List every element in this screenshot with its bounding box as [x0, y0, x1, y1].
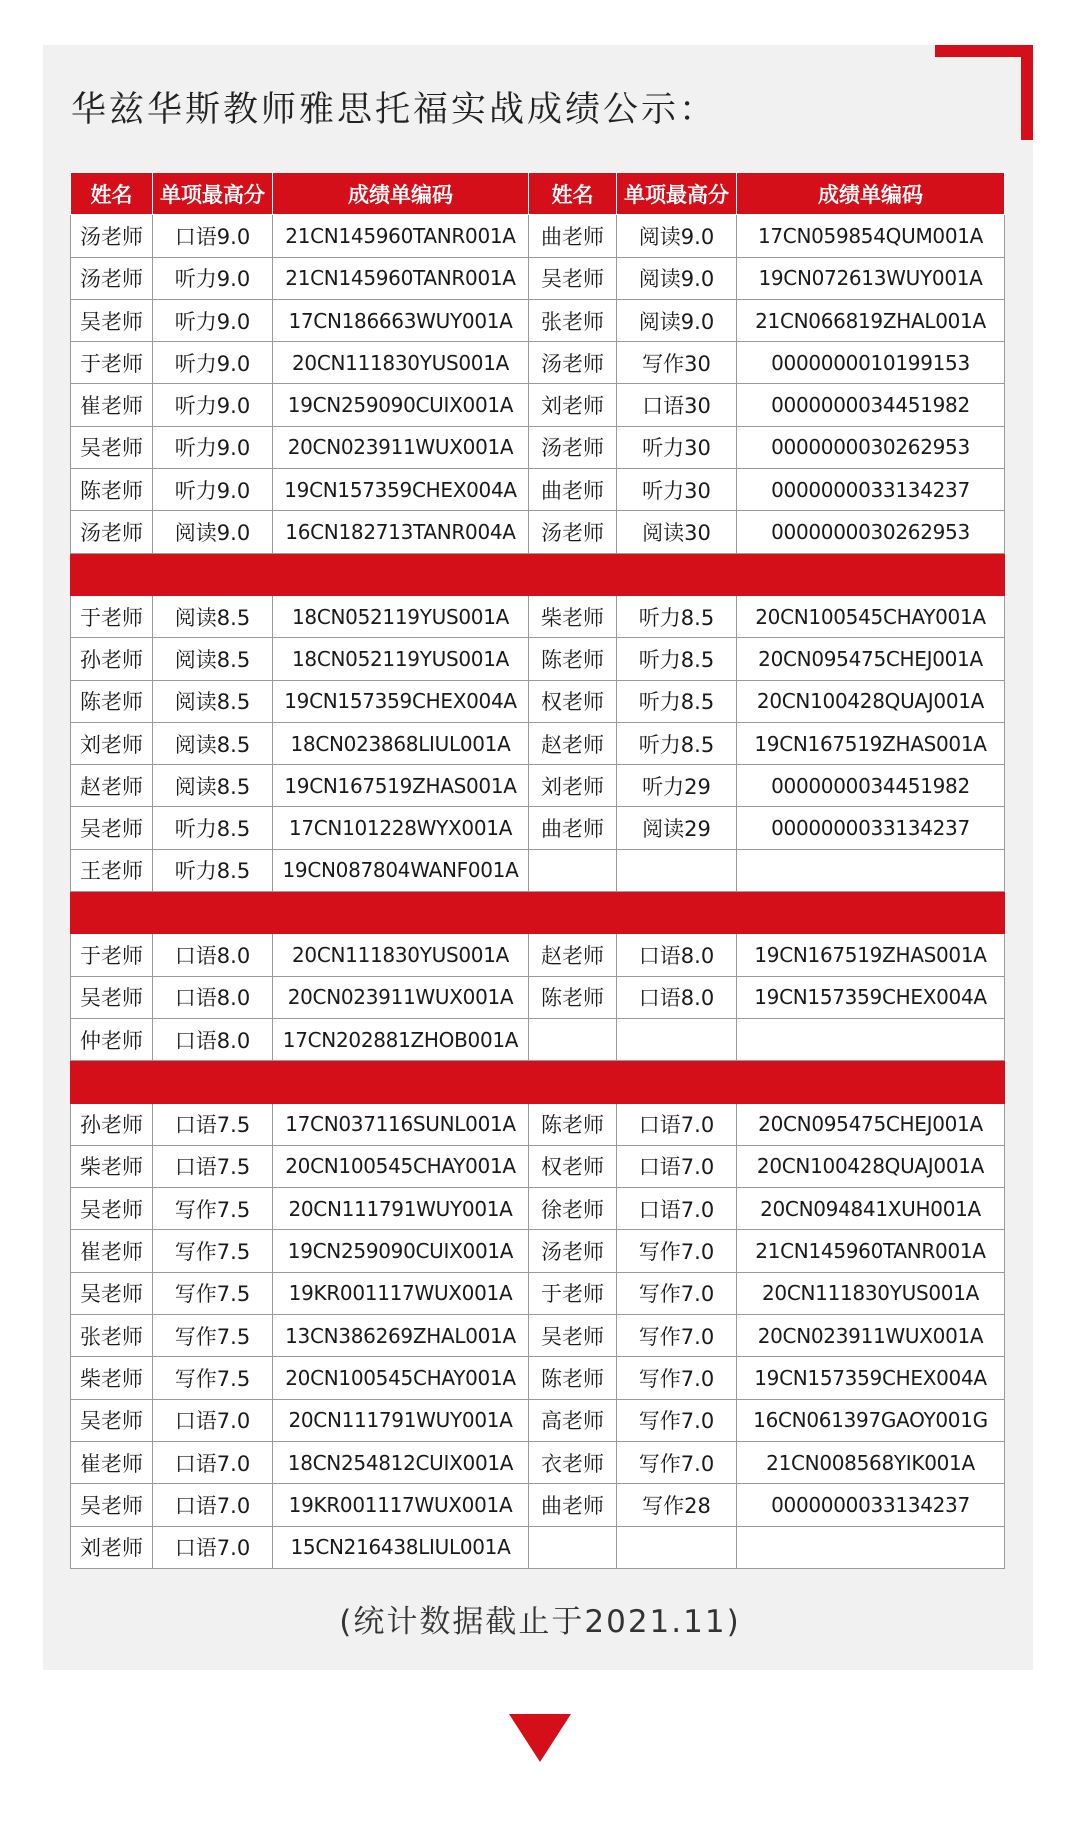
score-cell: 口语8.0: [153, 1018, 273, 1060]
score-cell: 听力9.0: [153, 257, 273, 299]
section-divider: [71, 892, 1005, 934]
score-cell: 阅读30: [617, 511, 737, 553]
code-cell: 15CN216438LIUL001A: [273, 1526, 529, 1568]
code-cell: 21CN008568YIK001A: [737, 1441, 1005, 1483]
code-cell: 19CN259090CUIX001A: [273, 1230, 529, 1272]
table-row: [71, 1357, 1005, 1399]
score-cell: 口语7.0: [617, 1188, 737, 1230]
score-cell: 听力9.0: [153, 299, 273, 341]
name-cell: 崔老师: [71, 1230, 153, 1272]
section-divider-bar: [71, 1061, 1005, 1103]
name-cell: 衣老师: [529, 1441, 617, 1483]
name-cell: 吴老师: [71, 976, 153, 1018]
table-row: [71, 1188, 1005, 1230]
code-cell: 20CN023911WUX001A: [737, 1315, 1005, 1357]
name-cell: 吴老师: [71, 1484, 153, 1526]
code-cell: 20CN095475CHEJ001A: [737, 638, 1005, 680]
name-cell: 王老师: [71, 849, 153, 891]
code-cell: 0000000034451982: [737, 765, 1005, 807]
name-cell: 徐老师: [529, 1188, 617, 1230]
code-cell: 20CN111791WUY001A: [273, 1188, 529, 1230]
score-cell: 阅读8.5: [153, 680, 273, 722]
table-row: [71, 722, 1005, 764]
code-cell: 20CN023911WUX001A: [273, 976, 529, 1018]
code-cell: 19CN157359CHEX004A: [737, 976, 1005, 1018]
name-cell: 高老师: [529, 1399, 617, 1441]
table-header-row: [71, 173, 1005, 215]
table-body: [71, 215, 1005, 1569]
code-cell: 19CN157359CHEX004A: [273, 680, 529, 722]
score-cell: 听力8.5: [617, 680, 737, 722]
name-cell: 曲老师: [529, 807, 617, 849]
code-cell: 20CN023911WUX001A: [273, 426, 529, 468]
code-cell: 20CN100428QUAJ001A: [737, 680, 1005, 722]
name-cell: 汤老师: [529, 1230, 617, 1272]
page-title: 华兹华斯教师雅思托福实战成绩公示：: [71, 90, 718, 130]
name-cell: 权老师: [529, 1145, 617, 1187]
name-cell: 曲老师: [529, 1484, 617, 1526]
code-cell: 17CN101228WYX001A: [273, 807, 529, 849]
table-row: [71, 469, 1005, 511]
scores-table: [70, 172, 1005, 1569]
code-cell: 20CN100545CHAY001A: [273, 1357, 529, 1399]
code-cell: 17CN037116SUNL001A: [273, 1103, 529, 1145]
code-cell: 0000000034451982: [737, 384, 1005, 426]
name-cell: 孙老师: [71, 1103, 153, 1145]
name-cell: 汤老师: [529, 511, 617, 553]
name-cell: 权老师: [529, 680, 617, 722]
section-divider-bar: [71, 892, 1005, 934]
code-cell: 19CN167519ZHAS001A: [273, 765, 529, 807]
header-name: 姓名: [529, 173, 617, 215]
score-cell: 写作7.0: [617, 1315, 737, 1357]
score-cell: [617, 1018, 737, 1060]
code-cell: 19CN072613WUY001A: [737, 257, 1005, 299]
header-name: 姓名: [71, 173, 153, 215]
name-cell: 吴老师: [71, 1399, 153, 1441]
name-cell: 汤老师: [529, 342, 617, 384]
table-row: [71, 384, 1005, 426]
code-cell: 21CN066819ZHAL001A: [737, 299, 1005, 341]
name-cell: 陈老师: [529, 976, 617, 1018]
score-cell: 听力29: [617, 765, 737, 807]
score-cell: 听力9.0: [153, 426, 273, 468]
table-row: [71, 595, 1005, 637]
code-cell: 19CN167519ZHAS001A: [737, 934, 1005, 976]
score-cell: [617, 1526, 737, 1568]
code-cell: 18CN052119YUS001A: [273, 595, 529, 637]
score-cell: 口语7.0: [153, 1441, 273, 1483]
score-cell: 写作30: [617, 342, 737, 384]
corner-decoration: [935, 45, 1033, 140]
name-cell: 刘老师: [529, 384, 617, 426]
score-cell: 阅读8.5: [153, 595, 273, 637]
score-cell: 阅读9.0: [153, 511, 273, 553]
table-row: [71, 1484, 1005, 1526]
table-row: [71, 1272, 1005, 1314]
code-cell: 20CN111830YUS001A: [737, 1272, 1005, 1314]
score-cell: 口语8.0: [617, 934, 737, 976]
table-row: [71, 1441, 1005, 1483]
score-cell: 口语7.5: [153, 1145, 273, 1187]
name-cell: 于老师: [71, 934, 153, 976]
score-cell: 口语7.0: [617, 1103, 737, 1145]
code-cell: 16CN061397GAOY001G: [737, 1399, 1005, 1441]
table-row: [71, 215, 1005, 257]
table-row: [71, 1145, 1005, 1187]
code-cell: 20CN094841XUH001A: [737, 1188, 1005, 1230]
name-cell: 柴老师: [71, 1357, 153, 1399]
name-cell: 陈老师: [71, 680, 153, 722]
table-row: [71, 342, 1005, 384]
header-report-code: 成绩单编码: [737, 173, 1005, 215]
section-divider-bar: [71, 553, 1005, 595]
name-cell: 汤老师: [71, 257, 153, 299]
score-cell: 口语8.0: [617, 976, 737, 1018]
table-row: [71, 511, 1005, 553]
name-cell: 柴老师: [71, 1145, 153, 1187]
name-cell: 吴老师: [71, 299, 153, 341]
table-row: [71, 1018, 1005, 1060]
name-cell: 刘老师: [529, 765, 617, 807]
code-cell: [737, 1018, 1005, 1060]
table-row: [71, 680, 1005, 722]
code-cell: 0000000033134237: [737, 469, 1005, 511]
table-row: [71, 976, 1005, 1018]
section-divider: [71, 553, 1005, 595]
name-cell: 吴老师: [71, 1188, 153, 1230]
name-cell: 赵老师: [71, 765, 153, 807]
score-cell: 听力8.5: [617, 595, 737, 637]
score-cell: 听力9.0: [153, 342, 273, 384]
code-cell: 19CN167519ZHAS001A: [737, 722, 1005, 764]
name-cell: 赵老师: [529, 722, 617, 764]
name-cell: [529, 1018, 617, 1060]
code-cell: 17CN059854QUM001A: [737, 215, 1005, 257]
score-cell: 听力30: [617, 469, 737, 511]
name-cell: 孙老师: [71, 638, 153, 680]
name-cell: 张老师: [71, 1315, 153, 1357]
score-cell: 阅读8.5: [153, 722, 273, 764]
score-cell: 写作7.5: [153, 1230, 273, 1272]
code-cell: 0000000033134237: [737, 1484, 1005, 1526]
name-cell: 刘老师: [71, 1526, 153, 1568]
score-cell: [617, 849, 737, 891]
code-cell: 21CN145960TANR001A: [273, 215, 529, 257]
code-cell: 19KR001117WUX001A: [273, 1272, 529, 1314]
name-cell: 吴老师: [71, 807, 153, 849]
name-cell: 于老师: [71, 342, 153, 384]
code-cell: 21CN145960TANR001A: [273, 257, 529, 299]
table-row: [71, 1526, 1005, 1568]
name-cell: 仲老师: [71, 1018, 153, 1060]
code-cell: 19KR001117WUX001A: [273, 1484, 529, 1526]
name-cell: 汤老师: [71, 215, 153, 257]
code-cell: 18CN023868LIUL001A: [273, 722, 529, 764]
table-row: [71, 807, 1005, 849]
name-cell: 赵老师: [529, 934, 617, 976]
score-cell: 写作7.5: [153, 1357, 273, 1399]
score-cell: 阅读9.0: [617, 215, 737, 257]
code-cell: 20CN095475CHEJ001A: [737, 1103, 1005, 1145]
score-cell: 写作28: [617, 1484, 737, 1526]
name-cell: [529, 1526, 617, 1568]
table-row: [71, 934, 1005, 976]
score-cell: 阅读9.0: [617, 257, 737, 299]
code-cell: 19CN157359CHEX004A: [273, 469, 529, 511]
code-cell: 0000000030262953: [737, 511, 1005, 553]
code-cell: 0000000010199153: [737, 342, 1005, 384]
name-cell: 汤老师: [529, 426, 617, 468]
table-row: [71, 849, 1005, 891]
score-cell: 口语7.0: [153, 1484, 273, 1526]
code-cell: [737, 849, 1005, 891]
score-cell: 口语7.5: [153, 1103, 273, 1145]
header-top-score: 单项最高分: [153, 173, 273, 215]
name-cell: 汤老师: [71, 511, 153, 553]
score-cell: 口语8.0: [153, 934, 273, 976]
name-cell: 崔老师: [71, 384, 153, 426]
table-row: [71, 1103, 1005, 1145]
code-cell: [737, 1526, 1005, 1568]
section-divider: [71, 1061, 1005, 1103]
code-cell: 17CN186663WUY001A: [273, 299, 529, 341]
footnote: (统计数据截止于2021.11): [339, 1604, 741, 1640]
table-row: [71, 1315, 1005, 1357]
score-cell: 口语7.0: [153, 1399, 273, 1441]
name-cell: 陈老师: [529, 1357, 617, 1399]
score-cell: 口语8.0: [153, 976, 273, 1018]
code-cell: 0000000030262953: [737, 426, 1005, 468]
score-cell: 口语30: [617, 384, 737, 426]
code-cell: 20CN100545CHAY001A: [737, 595, 1005, 637]
score-cell: 阅读29: [617, 807, 737, 849]
code-cell: 19CN259090CUIX001A: [273, 384, 529, 426]
score-cell: 听力8.5: [617, 638, 737, 680]
score-cell: 写作7.5: [153, 1315, 273, 1357]
name-cell: [529, 849, 617, 891]
code-cell: 20CN100428QUAJ001A: [737, 1145, 1005, 1187]
score-cell: 写作7.0: [617, 1399, 737, 1441]
score-cell: 写作7.5: [153, 1272, 273, 1314]
score-cell: 写作7.0: [617, 1441, 737, 1483]
table-row: [71, 1399, 1005, 1441]
code-cell: 20CN100545CHAY001A: [273, 1145, 529, 1187]
name-cell: 陈老师: [529, 1103, 617, 1145]
code-cell: 18CN254812CUIX001A: [273, 1441, 529, 1483]
score-cell: 听力8.5: [153, 807, 273, 849]
code-cell: 17CN202881ZHOB001A: [273, 1018, 529, 1060]
name-cell: 张老师: [529, 299, 617, 341]
score-cell: 口语7.0: [153, 1526, 273, 1568]
score-cell: 口语7.0: [617, 1145, 737, 1187]
down-arrow-icon: [509, 1714, 571, 1762]
table-row: [71, 765, 1005, 807]
score-cell: 写作7.0: [617, 1357, 737, 1399]
score-cell: 听力8.5: [617, 722, 737, 764]
name-cell: 吴老师: [71, 426, 153, 468]
name-cell: 陈老师: [71, 469, 153, 511]
table-row: [71, 1230, 1005, 1272]
code-cell: 16CN182713TANR004A: [273, 511, 529, 553]
code-cell: 19CN157359CHEX004A: [737, 1357, 1005, 1399]
code-cell: 19CN087804WANF001A: [273, 849, 529, 891]
name-cell: 崔老师: [71, 1441, 153, 1483]
header-top-score: 单项最高分: [617, 173, 737, 215]
code-cell: 18CN052119YUS001A: [273, 638, 529, 680]
code-cell: 21CN145960TANR001A: [737, 1230, 1005, 1272]
code-cell: 13CN386269ZHAL001A: [273, 1315, 529, 1357]
name-cell: 刘老师: [71, 722, 153, 764]
table-row: [71, 638, 1005, 680]
score-cell: 听力9.0: [153, 469, 273, 511]
score-cell: 阅读8.5: [153, 638, 273, 680]
score-cell: 写作7.0: [617, 1230, 737, 1272]
code-cell: 20CN111830YUS001A: [273, 934, 529, 976]
code-cell: 20CN111830YUS001A: [273, 342, 529, 384]
name-cell: 吴老师: [71, 1272, 153, 1314]
name-cell: 吴老师: [529, 1315, 617, 1357]
score-cell: 听力30: [617, 426, 737, 468]
score-cell: 写作7.5: [153, 1188, 273, 1230]
table-row: [71, 257, 1005, 299]
code-cell: 0000000033134237: [737, 807, 1005, 849]
code-cell: 20CN111791WUY001A: [273, 1399, 529, 1441]
score-cell: 听力8.5: [153, 849, 273, 891]
score-cell: 口语9.0: [153, 215, 273, 257]
score-cell: 阅读9.0: [617, 299, 737, 341]
score-cell: 阅读8.5: [153, 765, 273, 807]
score-cell: 写作7.0: [617, 1272, 737, 1314]
score-cell: 听力9.0: [153, 384, 273, 426]
name-cell: 于老师: [529, 1272, 617, 1314]
table-row: [71, 426, 1005, 468]
header-report-code: 成绩单编码: [273, 173, 529, 215]
name-cell: 曲老师: [529, 469, 617, 511]
name-cell: 柴老师: [529, 595, 617, 637]
name-cell: 曲老师: [529, 215, 617, 257]
name-cell: 吴老师: [529, 257, 617, 299]
table-row: [71, 299, 1005, 341]
name-cell: 陈老师: [529, 638, 617, 680]
name-cell: 于老师: [71, 595, 153, 637]
